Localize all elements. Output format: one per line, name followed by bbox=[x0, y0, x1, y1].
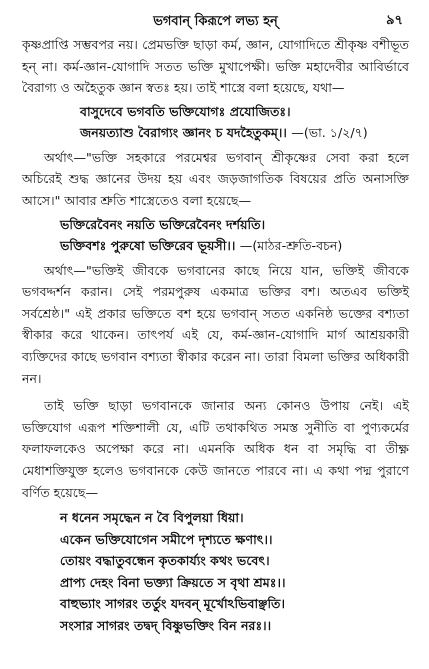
verse-sruti bbox=[60, 214, 409, 256]
verse-text: ভক্তিবশঃ পুরুষো ভক্তিরেব ভূয়সী।। bbox=[60, 237, 236, 253]
verse-text: জনয়ত্যাশু বৈরাগ্যং জ্ঞানং চ যদহৈতুকম্।। bbox=[80, 124, 287, 140]
verse-line: প্রাপ্য দেহং বিনা ভক্ত্যা ক্রিয়তে স বৃথা শ্রমঃ।। bbox=[60, 574, 286, 590]
verse-line: একেন ভক্তিযোগেন সমীপে দৃশ্যতে ক্ষণাৎ।। bbox=[60, 531, 273, 547]
verse-line: তোয়ং বদ্ধাতুবন্ধেন কৃতকার্য্যং কথং ভবেৎ। bbox=[60, 553, 270, 569]
page-header bbox=[22, 0, 409, 34]
paragraph-4: তাই ভক্তি ছাড়া ভগবানকে জানার অন্য কোনও উপায় নেই। এই ভক্তিযোগ এরূপ শক্তিশালী যে, এটি তথাকথিত সমস্ত সুনীতি বা পুণ্যকর্মের ফলাফলকেও অপেক্ষা করে না। এমনকি অধিক ধন বা সমৃদ্ধি বা তীক্ষ্ণ মেধাশক্তিযুক্ত হলেও ভগবানকে কেউ জানতে পারবে না। এ কথা পদ্ম পুরাণে বর্ণিত হয়েছে— bbox=[22, 398, 409, 500]
paragraph-1: কৃষ্ণপ্রাপ্তি সম্ভবপর নয়। প্রেমভক্তি ছাড়া কর্ম, জ্ঞান, যোগাদিতে শ্রীকৃষ্ণ বশীভূত হন্ না। কর্ম-জ্ঞান-যোগাদি সতত ভক্তি মুখাপেক্ষী। ভক্তি মহাদেবীর আবির্ভাবে বৈরাগ্য ও অহৈতুক জ্ঞান স্বতঃ হয়। তাই শাস্ত্রে বলা হয়েছে, যথা— bbox=[22, 37, 409, 96]
verse-line: সংসার সাগরং তদ্বদ্ বিষ্ণুভক্তিং বিন নরঃ।। bbox=[60, 618, 272, 634]
verse-line bbox=[60, 235, 409, 256]
verse-line: ন ধনেন সমৃদ্ধেন ন বৈ বিপুলয়া ধিয়া। bbox=[60, 510, 244, 526]
verse-bhagavatam bbox=[80, 101, 409, 143]
verse-line bbox=[80, 122, 409, 143]
paragraph-2: অর্থাৎ—"ভক্তি সহকারে পরমেশ্বর ভগবান্ শ্রীকৃষ্ণের সেবা করা হলে অচিরেই শুদ্ধ জ্ঞানের উদয় হয় এবং জড়জাগতিক বিষয়ের প্রতি অনাসক্তি আসে।" আবার শ্রুতি শাস্ত্রেতেও বলা হয়েছে— bbox=[22, 149, 409, 208]
verse-source: —(ভা. ১/২/৭) bbox=[291, 124, 368, 140]
verse-line: বাসুদেবে ভগবতি ভক্তিযোগঃ প্রযোজিতঃ। bbox=[80, 103, 291, 119]
paragraph-3: অর্থাৎ—"ভক্তিই জীবকে ভগবানের কাছে নিয়ে যান, ভক্তিই জীবকে ভগবদ্দর্শন করান। সেই পরমপুরুষ একমাত্র ভক্তির বশ। অতএব ভক্তিই সর্বশ্রেষ্ঠ।" এই প্রকার ভক্তিতে বশ হয়ে ভগবান্ সতত একনিষ্ঠ ভক্তের বশ্যতা স্বীকার করে থাকেন। তাৎপর্য এই যে, কর্ম-জ্ঞান-যোগাদি মার্গ আশ্রয়কারী ব্যক্তিদের কাছে ভগবান বশ্যতা স্বীকার করেন না। তারা বিমলা ভক্তির অধিকারী নন। bbox=[22, 262, 409, 386]
verse-source: —(মাঠর-শ্রুতি-বচন) bbox=[239, 237, 343, 253]
running-title: ভগবান্ কিরূপে লভ্য হন্ bbox=[153, 14, 278, 29]
verse-line: বাহুভ্যাং সাগরং তর্তুং যদবন্ মূর্খোঽভিবাঞ্ছতি। bbox=[60, 596, 286, 612]
page-number: ৯৭ bbox=[386, 13, 403, 28]
verse-padma-purana bbox=[60, 507, 409, 637]
verse-line: ভক্তিরেবৈনং নয়তি ভক্তিরেবৈনং দর্শয়তি। bbox=[60, 216, 266, 232]
